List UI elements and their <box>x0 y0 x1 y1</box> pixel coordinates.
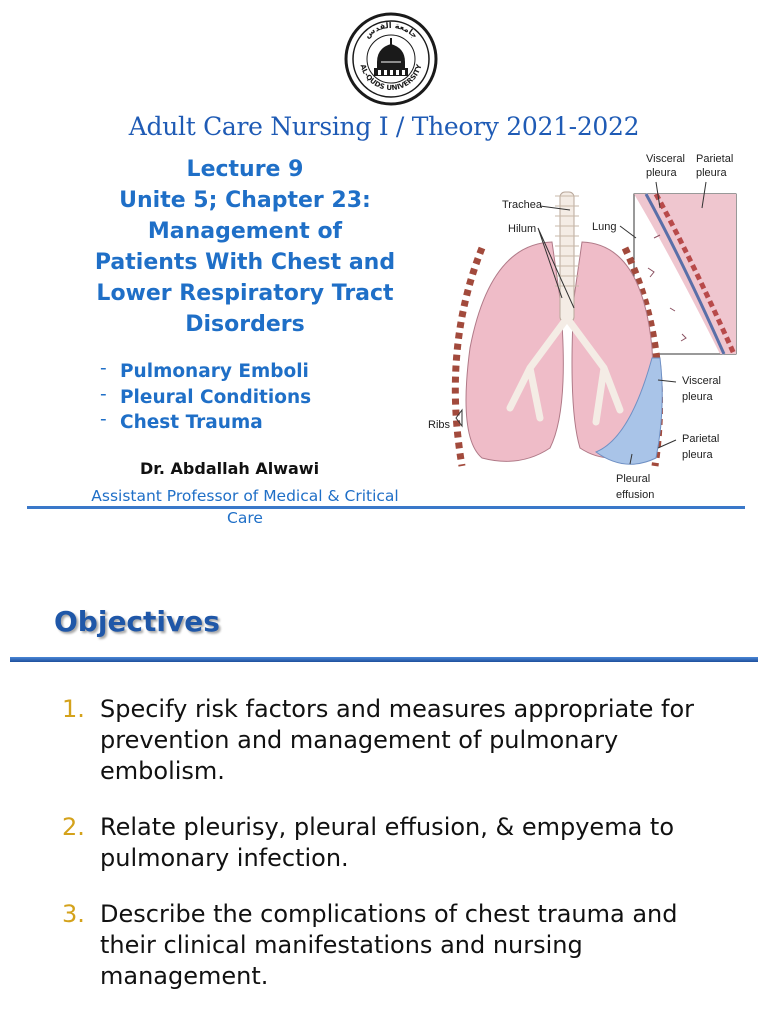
topic-item <box>100 410 311 436</box>
label-pleural-effusion: Pleural <box>616 473 651 485</box>
objective-number: 2. <box>62 813 85 841</box>
course-title: Adult Care Nursing I / Theory 2021-2022 <box>128 112 640 141</box>
objective-text: Describe the complications of chest trauma and their clinical manifestations and nursing management. <box>100 900 678 990</box>
label-parietal-pleura-top: Parietal <box>696 153 734 165</box>
lecture-title-line: Patients With Chest and <box>94 250 396 275</box>
lecture-title-line: Lower Respiratory Tract <box>96 281 394 306</box>
label-parietal-pleura-top-2: pleura <box>696 167 727 179</box>
label-visceral-pleura-top-2: pleura <box>646 167 677 179</box>
label-visceral-pleura-top: Visceral <box>646 153 685 165</box>
label-parietal-pleura-side: Parietal <box>682 433 720 445</box>
seal-text: AL-QUDS UNIVERSITY <box>358 63 424 93</box>
objective-text: Relate pleurisy, pleural effusion, & empyema to pulmonary infection. <box>100 813 675 872</box>
objectives-list <box>60 694 720 1017</box>
lung-pleura-diagram <box>420 148 750 506</box>
lecture-title-block <box>40 154 450 340</box>
label-parietal-pleura-side-2: pleura <box>682 449 713 461</box>
label-trachea: Trachea <box>502 199 542 211</box>
objective-number: 1. <box>62 695 85 723</box>
topic-label: Chest Trauma <box>120 412 263 433</box>
label-visceral-pleura-side: Visceral <box>682 375 721 387</box>
objectives-heading: Objectives <box>54 605 220 638</box>
author-name: Dr. Abdallah Alwawi <box>140 459 320 478</box>
objective-number: 3. <box>62 900 85 928</box>
dash-bullet-icon: - <box>100 409 107 430</box>
divider-line <box>27 506 745 509</box>
topic-label: Pulmonary Emboli <box>120 361 309 382</box>
label-lung: Lung <box>592 221 617 233</box>
dash-bullet-icon: - <box>100 358 107 379</box>
topic-list <box>100 359 311 436</box>
dash-bullet-icon: - <box>100 383 107 405</box>
topic-item <box>100 359 311 385</box>
topic-label: Pleural Conditions <box>120 386 312 408</box>
objective-text: Specify risk factors and measures appropriate for prevention and management of pulmonary embolism. <box>100 695 695 785</box>
university-seal-logo <box>344 12 438 106</box>
label-hilum: Hilum <box>508 223 537 235</box>
topic-item <box>100 385 311 411</box>
lecture-number: Lecture 9 <box>186 157 304 182</box>
author-position: Assistant Professor of Medical & Critical Care <box>91 487 399 527</box>
seal-arabic-text: جامعة القدس <box>362 20 420 41</box>
lecture-title-line: Management of <box>147 219 343 244</box>
lecture-unit: Unite 5; Chapter 23: <box>119 188 371 213</box>
objective-item <box>60 812 720 874</box>
objective-item <box>60 899 720 992</box>
label-ribs: Ribs <box>428 419 451 431</box>
label-visceral-pleura-side-2: pleura <box>682 391 713 403</box>
label-pleural-effusion-2: effusion <box>616 489 655 501</box>
lecture-title-line: Disorders <box>185 312 305 337</box>
objectives-divider <box>10 657 758 662</box>
objective-item <box>60 694 720 787</box>
